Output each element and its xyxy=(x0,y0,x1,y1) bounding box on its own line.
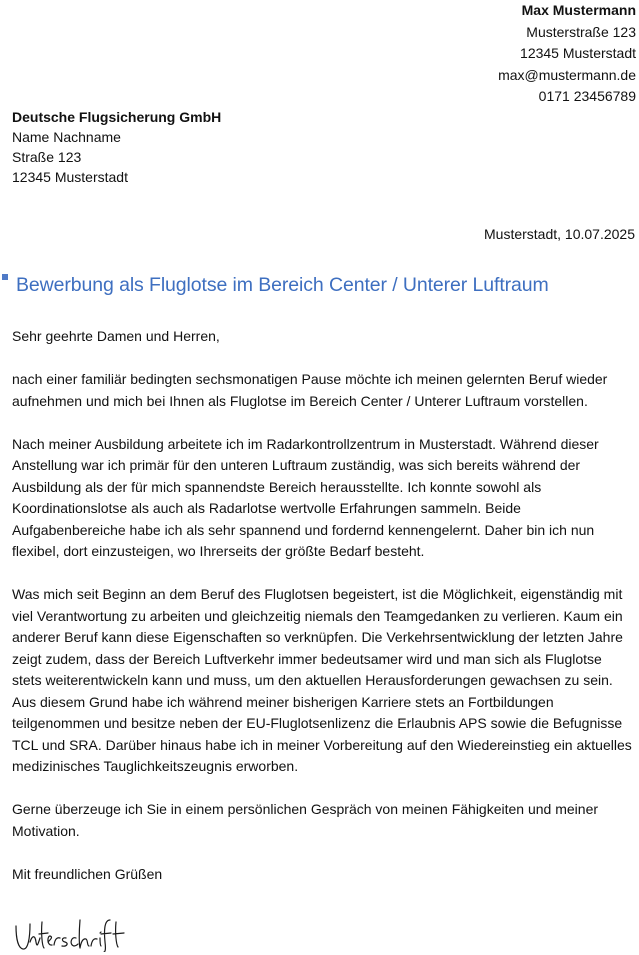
recipient-contact: Name Nachname xyxy=(12,129,121,145)
paragraph: Nach meiner Ausbildung arbeitete ich im Radarkontrollzentrum in Musterstadt. Während dieser Anstellung war ich primär für den unteren Luftraum zuständig, was sich bereits während der Ausbildung als der für mich spannendste Bereich herausstellte. Ich konnte sowohl als Koordinationslotse als auch als Radarlotse wertvolle Erfahrungen sammeln. Beide Aufgabenbereiche habe ich als sehr spannend und fordernd kennengelernt. Daher bin ich nun flexibel, dort einzusteigen, wo Ihrerseits der größte Bedarf besteht. xyxy=(12,435,599,559)
signature-stroke xyxy=(16,920,124,952)
paragraph: Gerne überzeuge ich Sie in einem persönlichen Gespräch von meinen Fähigkeiten und meiner Motivation. xyxy=(12,801,599,839)
sender-phone: 0171 23456789 xyxy=(538,88,636,104)
salutation: Sehr geehrte Damen und Herren, xyxy=(12,328,220,344)
sender-name: Max Mustermann xyxy=(521,2,636,18)
recipient-address xyxy=(12,107,221,187)
sender-street: Musterstraße 123 xyxy=(526,23,636,40)
paragraph: nach einer familiär bedingten sechsmonatigen Pause möchte ich meinen gelernten Beruf wieder aufnehmen und mich bei Ihnen als Fluglotse im Bereich Center / Unterer Luftraum vorstellen. xyxy=(12,371,608,409)
recipient-street: Straße 123 xyxy=(12,149,82,165)
sender-address xyxy=(498,0,636,108)
subject-line xyxy=(2,272,637,298)
sender-email: max@mustermann.de xyxy=(498,66,636,83)
letter-body xyxy=(12,326,634,885)
closing: Mit freundlichen Grüßen xyxy=(12,865,163,882)
sender-city: 12345 Musterstadt xyxy=(520,45,636,61)
signature xyxy=(12,912,137,952)
date-line: Musterstadt, 10.07.2025 xyxy=(484,226,635,242)
recipient-company: Deutsche Flugsicherung GmbH xyxy=(12,109,222,125)
subject-heading: Bewerbung als Fluglotse im Bereich Center / Unterer Luftraum xyxy=(16,274,549,296)
paragraph: Was mich seit Beginn an dem Beruf des Fluglotsen begeistert, ist die Möglichkeit, eigenständig mit viel Verantwortung zu arbeiten und gleichzeitig niemals den Teamgedanken zu verlieren. Kaum ein anderer Beruf kann diese Eigenschaften so verknüpfen. Die Verkehrsentwicklung der letzten Jahre zeigt zudem, dass der Bereich Luftverkehr immer bedeutsamer wird und man sich als Fluglotse stets weiterentwickeln kann und muss, um den aktuellen Herausforderungen gewachsen zu sein. Aus diesem Grund habe ich während meiner bisherigen Karriere stets an Fortbildungen teilgenommen und besitze neben der EU-Fluglotsenlizenz die Erlaubnis APS sowie die Befugnisse TCL und SRA. Darüber hinaus habe ich in meiner Vorbereitung auf den Wiedereinstieg ein aktuelles medizinisches Tauglichkeitszeugnis erworben. xyxy=(12,586,632,774)
heading-marker-icon xyxy=(2,274,8,280)
recipient-city: 12345 Musterstadt xyxy=(12,169,128,185)
